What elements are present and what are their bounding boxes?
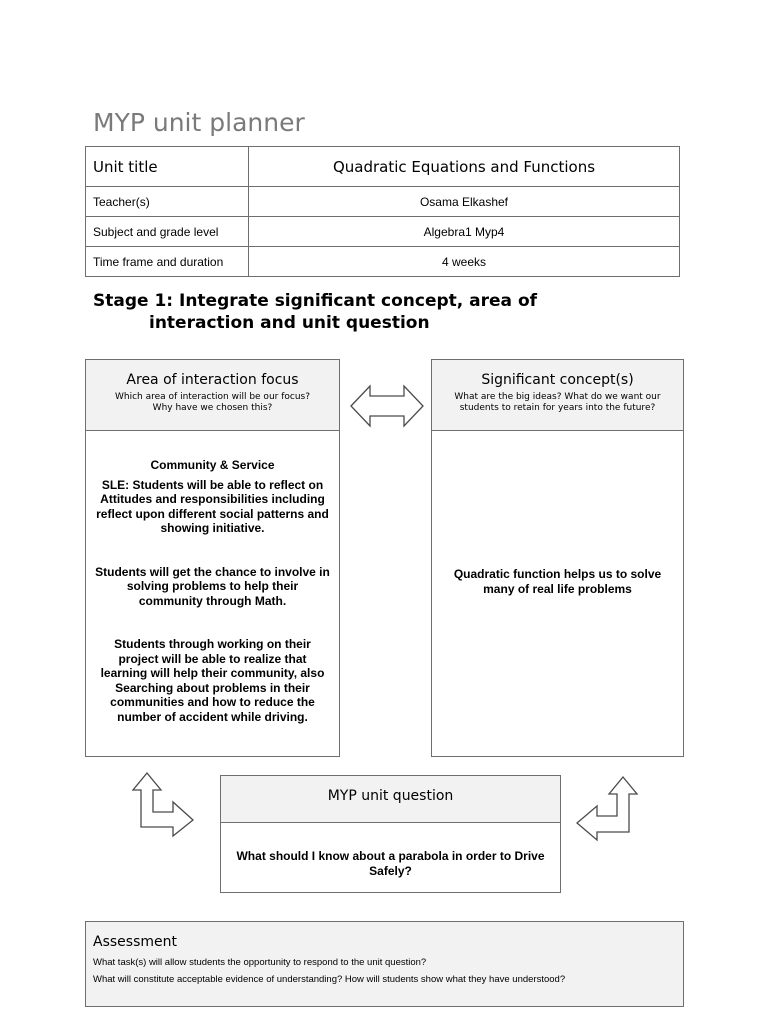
bent-arrow-left-icon [131,772,195,838]
stage-heading-line2: interaction and unit question [149,313,430,333]
assessment-question: What task(s) will allow students the opportunity to respond to the unit question? [93,957,427,968]
subtitle-line: What are the big ideas? What do we want our [454,392,661,402]
table-row [86,217,680,247]
subtitle-line: Which area of interaction will be our focus? [114,392,311,402]
teacher-label: Teacher(s) [86,187,249,217]
unit-title-label: Unit title [86,147,249,187]
double-arrow-icon [350,384,424,428]
unit-question-title: MYP unit question [327,788,454,804]
significant-concept-header [432,360,683,431]
timeframe-value: 4 weeks [249,247,680,277]
area-of-interaction-body [86,431,339,724]
stage-heading [93,290,613,334]
stage-heading-line1: Stage 1: Integrate significant concept, area of [93,291,538,311]
significant-concept-box [431,359,684,757]
significant-concept-title: Significant concept(s) [481,372,634,388]
table-row [86,147,680,187]
unit-question-body [221,823,560,878]
page-title: MYP unit planner [93,108,305,137]
area-of-interaction-header [86,360,339,431]
assessment-box [85,921,684,1007]
bent-arrow-right-icon [575,776,639,842]
aoi-paragraph: Students will get the chance to involve in solving problems to help their community through Math. [95,564,330,608]
significant-concept-text: Quadratic function helps us to solve many of real life problems [453,567,662,596]
subject-label: Subject and grade level [86,217,249,247]
unit-question-box [220,775,561,893]
unit-question-text: What should I know about a parabola in order to Drive Safely? [236,849,545,878]
unit-info-table [85,146,680,277]
subtitle-line: students to retain for years into the future? [459,403,656,413]
unit-question-header [221,776,560,823]
significant-concept-body [432,431,683,596]
aoi-paragraph: Community & Service [150,458,275,472]
subtitle-line: Why have we chosen this? [152,403,273,413]
assessment-question: What will constitute acceptable evidence of understanding? How will students show what they have understood? [93,974,566,985]
significant-concept-subtitle [432,388,683,414]
area-of-interaction-title: Area of interaction focus [126,372,299,388]
unit-title-value: Quadratic Equations and Functions [249,147,680,187]
assessment-title: Assessment [93,934,177,950]
table-row [86,247,680,277]
area-of-interaction-box [85,359,340,757]
timeframe-label: Time frame and duration [86,247,249,277]
area-of-interaction-subtitle [86,388,339,414]
aoi-paragraph: Students through working on their project will be able to realize that learning will help their community, also Searching about problems in their communities and how to reduce the number of accident while driving. [100,637,325,724]
subject-value: Algebra1 Myp4 [249,217,680,247]
table-row [86,187,680,217]
aoi-paragraph: SLE: Students will be able to reflect on Attitudes and responsibilities including reflect upon different social patterns and showing initiative. [96,477,329,535]
teacher-value: Osama Elkashef [249,187,680,217]
